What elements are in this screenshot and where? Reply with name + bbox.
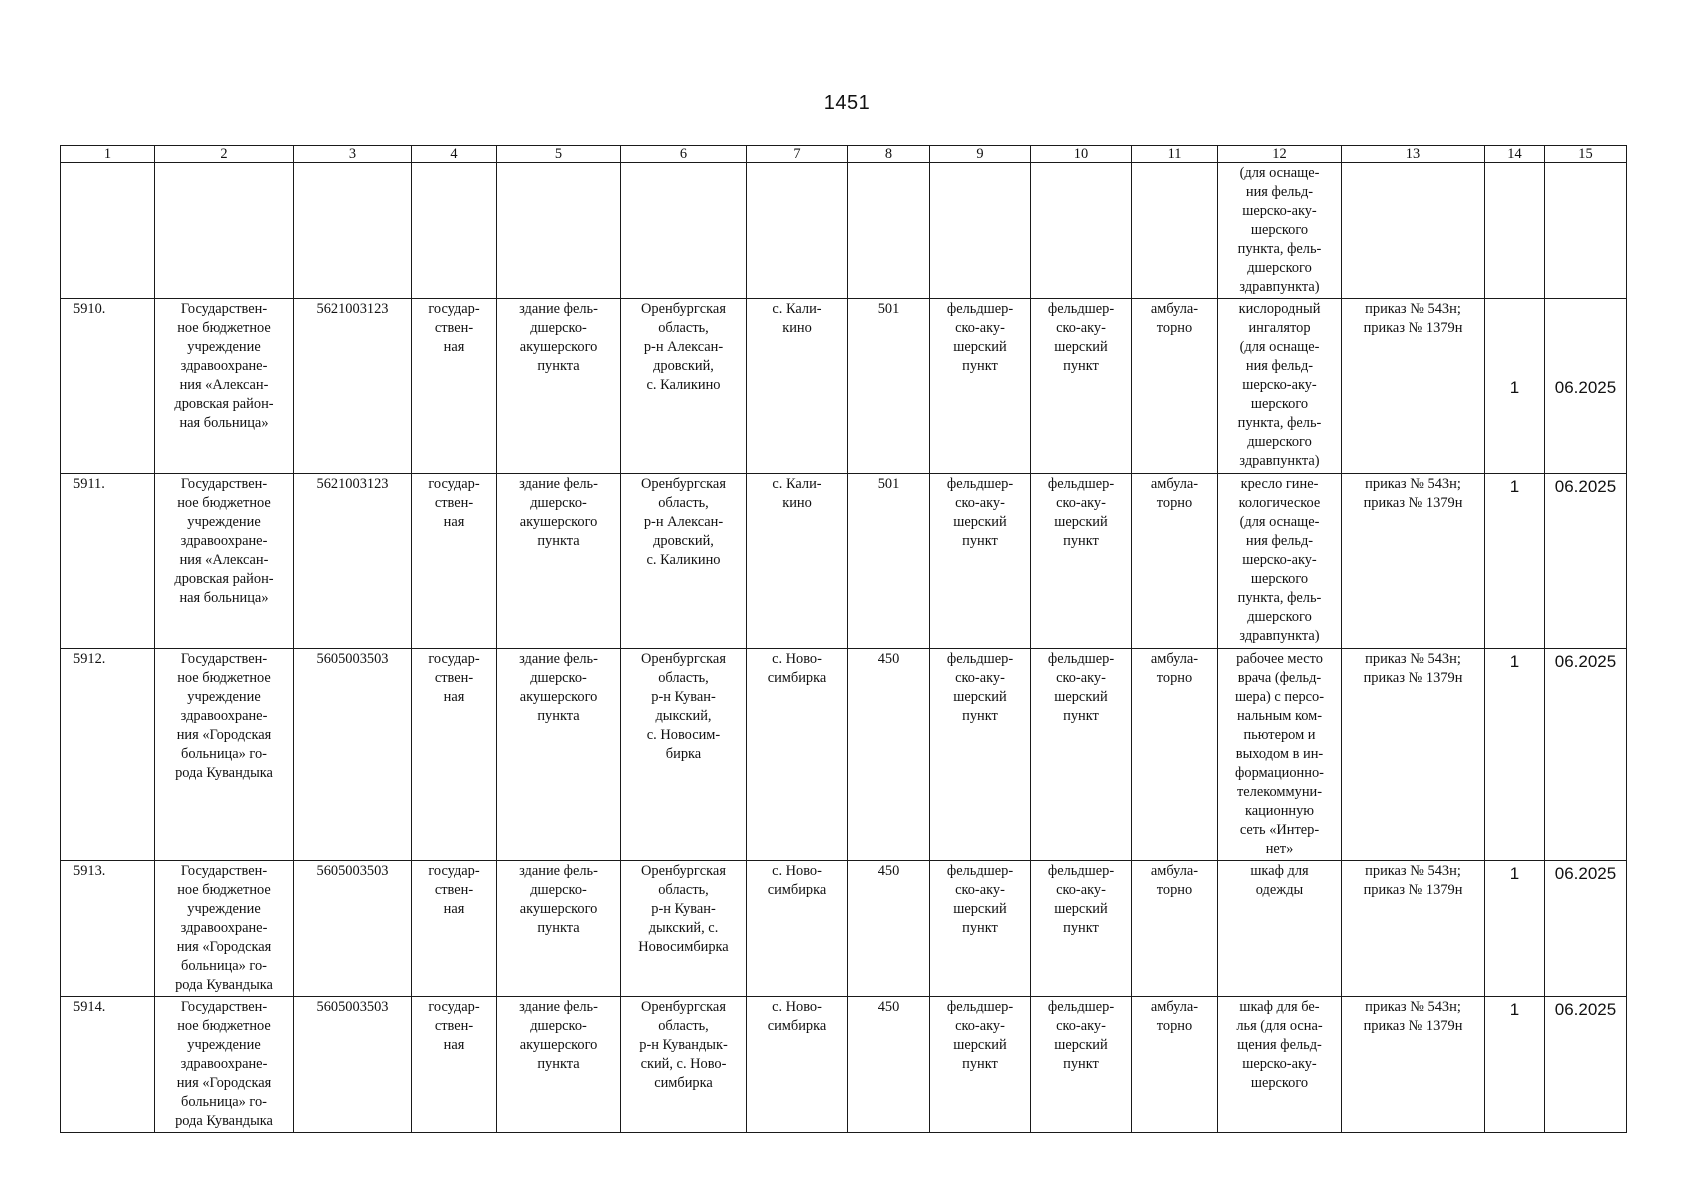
type-text: фельдшер- ско-аку- шерский пункт (946, 301, 1014, 374)
care-cell (1132, 649, 1218, 861)
subtype-cell (1031, 997, 1132, 1133)
type-text: фельдшер- ско-аку- шерский пункт (946, 863, 1014, 936)
address-cell (621, 474, 747, 649)
row-number-cell: 5914. (61, 997, 155, 1133)
row-number-cell: 5912. (61, 649, 155, 861)
column-number: 7 (747, 146, 848, 163)
org-text: Государствен- ное бюджетное учреждение здравоохране- ния «Городская больница» го- рода Кувандыка (175, 999, 273, 1129)
order-text: приказ № 543н; приказ № 1379н (1363, 651, 1463, 686)
address-text: Оренбургская область, р-н Куван- дыкский, с. Новосим- бирка (641, 651, 726, 762)
settlement-cell (747, 997, 848, 1133)
population-cell: 450 (848, 649, 930, 861)
empty-cell (412, 163, 497, 299)
population-cell: 450 (848, 997, 930, 1133)
inn-cell: 5605003503 (294, 861, 412, 997)
empty-cell (1485, 163, 1545, 299)
empty-cell (497, 163, 621, 299)
building-text: здание фель- дшерско- акушерского пункта (519, 476, 598, 549)
column-number: 8 (848, 146, 930, 163)
settlement-text: с. Ново- симбирка (767, 999, 827, 1034)
address-cell (621, 299, 747, 474)
column-number: 12 (1218, 146, 1342, 163)
type-cell (930, 997, 1031, 1133)
order-cell (1342, 474, 1485, 649)
empty-cell (61, 163, 155, 299)
equipment-text: шкаф для бе- лья (для осна- щения фельд- шерско-аку- шерского (1236, 999, 1323, 1091)
date-cell: 06.2025 (1545, 997, 1627, 1133)
type-cell (930, 474, 1031, 649)
settlement-text: с. Кали- кино (772, 476, 822, 511)
subtype-text: фельдшер- ско-аку- шерский пункт (1047, 651, 1115, 724)
empty-cell (294, 163, 412, 299)
ownership-cell (412, 299, 497, 474)
order-text: приказ № 543н; приказ № 1379н (1363, 476, 1463, 511)
subtype-cell (1031, 861, 1132, 997)
subtype-cell (1031, 649, 1132, 861)
subtype-text: фельдшер- ско-аку- шерский пункт (1047, 301, 1115, 374)
address-text: Оренбургская область, р-н Куван- дыкский, с. Новосимбирка (638, 863, 729, 955)
quantity-cell: 1 (1485, 649, 1545, 861)
ownership-cell (412, 649, 497, 861)
date-cell: 06.2025 (1545, 299, 1627, 474)
empty-cell (747, 163, 848, 299)
order-cell (1342, 299, 1485, 474)
table-row (61, 861, 1627, 997)
order-text: приказ № 543н; приказ № 1379н (1363, 301, 1463, 336)
order-text: приказ № 543н; приказ № 1379н (1363, 999, 1463, 1034)
row-number-cell: 5910. (61, 299, 155, 474)
quantity-cell: 1 (1485, 861, 1545, 997)
type-text: фельдшер- ско-аку- шерский пункт (946, 999, 1014, 1072)
column-number-row (61, 146, 1627, 163)
subtype-text: фельдшер- ско-аку- шерский пункт (1047, 476, 1115, 549)
population-cell: 501 (848, 299, 930, 474)
equipment-cell (1218, 474, 1342, 649)
empty-cell (1132, 163, 1218, 299)
empty-cell (848, 163, 930, 299)
care-text: амбула- торно (1150, 999, 1199, 1034)
page-number: 1451 (823, 92, 871, 114)
column-number: 6 (621, 146, 747, 163)
settlement-text: с. Ново- симбирка (767, 651, 827, 686)
column-number: 4 (412, 146, 497, 163)
order-text: приказ № 543н; приказ № 1379н (1363, 863, 1463, 898)
equipment-cell (1218, 649, 1342, 861)
address-cell (621, 997, 747, 1133)
column-number: 1 (61, 146, 155, 163)
date-cell: 06.2025 (1545, 474, 1627, 649)
building-cell (497, 299, 621, 474)
building-cell (497, 474, 621, 649)
building-text: здание фель- дшерско- акушерского пункта (519, 863, 598, 936)
building-text: здание фель- дшерско- акушерского пункта (519, 651, 598, 724)
column-number: 13 (1342, 146, 1485, 163)
settlement-text: с. Ново- симбирка (767, 863, 827, 898)
quantity-cell: 1 (1485, 474, 1545, 649)
equipment-text: шкаф для одежды (1250, 863, 1309, 898)
settlement-cell (747, 299, 848, 474)
inn-cell: 5605003503 (294, 997, 412, 1133)
order-cell (1342, 649, 1485, 861)
column-number: 5 (497, 146, 621, 163)
equipment-text: (для оснаще- ния фельд- шерско-аку- шерского пункта, фель- дшерского здравпункта) (1237, 165, 1322, 295)
empty-cell (930, 163, 1031, 299)
equipment-cell (1218, 299, 1342, 474)
column-number: 10 (1031, 146, 1132, 163)
org-cell (155, 474, 294, 649)
column-number: 2 (155, 146, 294, 163)
care-cell (1132, 997, 1218, 1133)
equipment-text: кислородный ингалятор (для оснаще- ния фельд- шерско-аку- шерского пункта, фель- дшерского здравпункта) (1237, 301, 1322, 469)
ownership-cell (412, 997, 497, 1133)
org-cell (155, 649, 294, 861)
subtype-text: фельдшер- ско-аку- шерский пункт (1047, 999, 1115, 1072)
settlement-cell (747, 649, 848, 861)
table-row (61, 474, 1627, 649)
org-text: Государствен- ное бюджетное учреждение здравоохране- ния «Городская больница» го- рода Кувандыка (175, 863, 273, 993)
org-text: Государствен- ное бюджетное учреждение здравоохране- ния «Городская больница» го- рода Кувандыка (175, 651, 273, 781)
org-text: Государствен- ное бюджетное учреждение здравоохране- ния «Алексан- дровская район- ная больница» (174, 476, 274, 606)
care-text: амбула- торно (1150, 651, 1199, 686)
address-text: Оренбургская область, р-н Алексан- дровский, с. Каликино (641, 476, 726, 568)
column-number: 11 (1132, 146, 1218, 163)
continuation-row (61, 163, 1627, 299)
equipment-cell (1218, 861, 1342, 997)
row-number-cell: 5911. (61, 474, 155, 649)
building-cell (497, 861, 621, 997)
equipment-text: кресло гине- кологическое (для оснаще- ния фельд- шерско-аку- шерского пункта, фель- дшерского здравпункта) (1237, 476, 1322, 644)
org-text: Государствен- ное бюджетное учреждение здравоохране- ния «Алексан- дровская район- ная больница» (174, 301, 274, 431)
empty-cell (1031, 163, 1132, 299)
population-cell: 501 (848, 474, 930, 649)
type-cell (930, 649, 1031, 861)
date-cell: 06.2025 (1545, 861, 1627, 997)
order-cell (1342, 861, 1485, 997)
ownership-text: государ- ствен- ная (428, 863, 480, 917)
empty-cell (621, 163, 747, 299)
care-cell (1132, 861, 1218, 997)
column-number: 14 (1485, 146, 1545, 163)
column-number: 15 (1545, 146, 1627, 163)
empty-cell (155, 163, 294, 299)
settlement-text: с. Кали- кино (772, 301, 822, 336)
settlement-cell (747, 474, 848, 649)
care-cell (1132, 299, 1218, 474)
column-number: 3 (294, 146, 412, 163)
table-row (61, 649, 1627, 861)
care-text: амбула- торно (1150, 863, 1199, 898)
building-text: здание фель- дшерско- акушерского пункта (519, 999, 598, 1072)
subtype-text: фельдшер- ско-аку- шерский пункт (1047, 863, 1115, 936)
population-cell: 450 (848, 861, 930, 997)
quantity-cell: 1 (1485, 997, 1545, 1133)
registry-table (60, 145, 1627, 1133)
table-row (61, 299, 1627, 474)
org-cell (155, 861, 294, 997)
care-cell (1132, 474, 1218, 649)
building-cell (497, 997, 621, 1133)
settlement-cell (747, 861, 848, 997)
type-text: фельдшер- ско-аку- шерский пункт (946, 476, 1014, 549)
column-number: 9 (930, 146, 1031, 163)
ownership-cell (412, 474, 497, 649)
address-text: Оренбургская область, р-н Алексан- дровский, с. Каликино (641, 301, 726, 393)
type-text: фельдшер- ско-аку- шерский пункт (946, 651, 1014, 724)
org-cell (155, 997, 294, 1133)
equipment-cell (1218, 163, 1342, 299)
subtype-cell (1031, 474, 1132, 649)
org-cell (155, 299, 294, 474)
subtype-cell (1031, 299, 1132, 474)
order-cell (1342, 997, 1485, 1133)
care-text: амбула- торно (1150, 301, 1199, 336)
empty-cell (1342, 163, 1485, 299)
address-cell (621, 861, 747, 997)
ownership-text: государ- ствен- ная (428, 651, 480, 705)
equipment-cell (1218, 997, 1342, 1133)
care-text: амбула- торно (1150, 476, 1199, 511)
type-cell (930, 299, 1031, 474)
ownership-text: государ- ствен- ная (428, 999, 480, 1053)
inn-cell: 5621003123 (294, 299, 412, 474)
ownership-text: государ- ствен- ная (428, 476, 480, 530)
inn-cell: 5621003123 (294, 474, 412, 649)
inn-cell: 5605003503 (294, 649, 412, 861)
row-number-cell: 5913. (61, 861, 155, 997)
table-row (61, 997, 1627, 1133)
building-cell (497, 649, 621, 861)
equipment-text: рабочее место врача (фельд- шера) с персо- нальным ком- пьютером и выходом в ин- формационно- телекоммуни- кационную сеть «Интер- нет» (1234, 651, 1325, 857)
address-cell (621, 649, 747, 861)
building-text: здание фель- дшерско- акушерского пункта (519, 301, 598, 374)
ownership-text: государ- ствен- ная (428, 301, 480, 355)
empty-cell (1545, 163, 1627, 299)
type-cell (930, 861, 1031, 997)
quantity-cell: 1 (1485, 299, 1545, 474)
date-cell: 06.2025 (1545, 649, 1627, 861)
address-text: Оренбургская область, р-н Кувандык- ский, с. Ново- симбирка (639, 999, 728, 1091)
ownership-cell (412, 861, 497, 997)
